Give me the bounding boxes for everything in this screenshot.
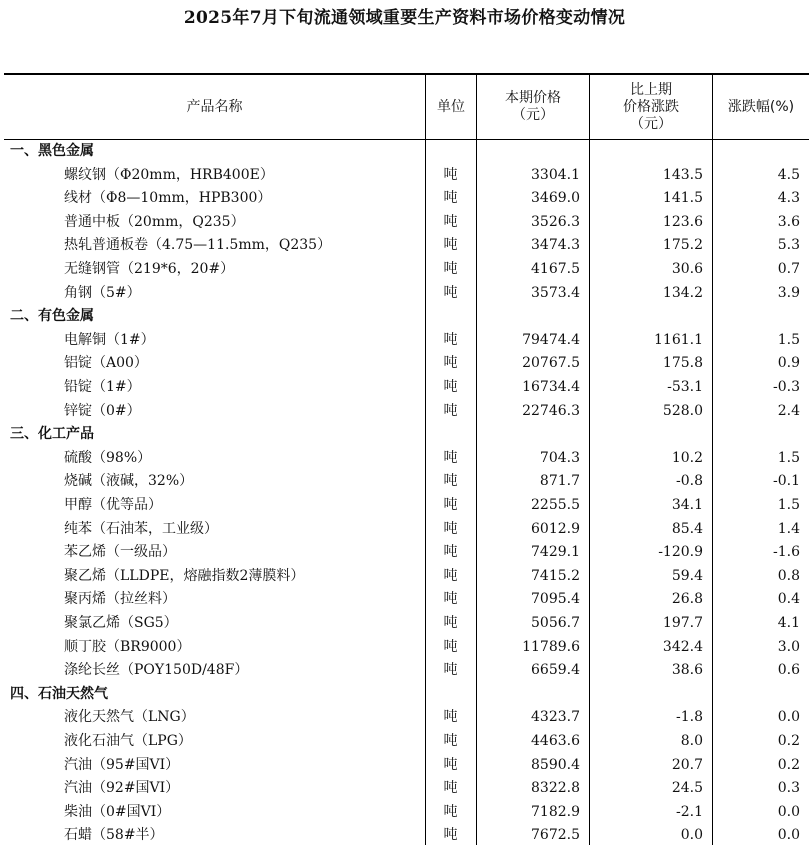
unit-cell: 吨 — [443, 827, 458, 844]
current-price-cell: 20767.5 — [522, 355, 580, 372]
category-row — [0, 683, 809, 707]
product-name-cell: 无缝钢管（219*6，20#） — [64, 261, 235, 277]
header-price-change-line: （元） — [630, 115, 672, 132]
table-row — [0, 588, 809, 612]
current-price-cell: 8590.4 — [531, 756, 580, 773]
unit-cell: 吨 — [443, 544, 458, 561]
change-percent-cell: 1.5 — [777, 449, 800, 466]
change-percent-cell: 4.5 — [777, 166, 800, 183]
current-price-cell: 871.7 — [539, 473, 580, 490]
change-percent-cell: 0.9 — [777, 355, 800, 372]
table-row — [0, 376, 809, 400]
price-change-cell: 34.1 — [671, 497, 703, 513]
current-price-cell: 7429.1 — [531, 544, 580, 561]
change-percent-cell: 0.4 — [777, 591, 800, 608]
product-name-cell: 汽油（92#国VI） — [64, 780, 180, 797]
product-name-cell: 柴油（0#国VI） — [64, 803, 171, 820]
change-percent-cell: 3.9 — [777, 284, 800, 301]
table-row — [0, 636, 809, 660]
current-price-cell: 5056.7 — [531, 615, 580, 631]
current-price-cell: 7182.9 — [531, 803, 580, 820]
change-percent-cell: -1.6 — [773, 544, 800, 561]
product-name-cell: 烧碱（液碱，32%） — [64, 473, 194, 490]
table-row — [0, 352, 809, 376]
change-percent-cell: 4.3 — [777, 190, 800, 207]
header-current-price-line: 本期价格 — [505, 90, 561, 106]
change-percent-cell: 0.0 — [777, 827, 800, 844]
unit-cell: 吨 — [443, 520, 458, 537]
table-row — [0, 730, 809, 754]
table-row — [0, 400, 809, 424]
unit-cell: 吨 — [443, 213, 458, 230]
price-change-cell: 143.5 — [662, 166, 703, 183]
unit-cell: 吨 — [443, 709, 458, 726]
unit-cell: 吨 — [443, 355, 458, 372]
category-row — [0, 305, 809, 329]
change-percent-cell: 0.0 — [777, 803, 800, 820]
price-change-cell: -53.1 — [667, 379, 703, 395]
price-change-cell: 528.0 — [662, 402, 703, 419]
change-percent-cell: 0.2 — [777, 756, 800, 773]
price-change-cell: -0.8 — [676, 473, 703, 490]
table-row — [0, 447, 809, 471]
current-price-cell: 2255.5 — [531, 497, 580, 513]
header-change-percent: 涨跌幅(%) — [727, 98, 795, 115]
product-name-cell: 铝锭（A00） — [64, 355, 148, 372]
change-percent-cell: 0.7 — [777, 261, 800, 277]
current-price-cell: 7095.4 — [531, 591, 580, 608]
product-name-cell: 涤纶长丝（POY150D/48F） — [64, 662, 249, 679]
table-row — [0, 494, 809, 518]
price-change-cell: 197.7 — [662, 615, 703, 631]
price-change-cell: 1161.1 — [654, 331, 703, 348]
current-price-cell: 4463.6 — [531, 733, 580, 749]
unit-cell: 吨 — [443, 379, 458, 395]
change-percent-cell: 1.5 — [777, 331, 800, 348]
product-name-cell: 苯乙烯（一级品） — [64, 544, 176, 561]
table-row — [0, 777, 809, 801]
product-name-cell: 锌锭（0#） — [64, 402, 141, 419]
unit-cell: 吨 — [443, 591, 458, 608]
current-price-cell: 3304.1 — [531, 166, 580, 183]
header-unit: 单位 — [437, 98, 465, 115]
unit-cell: 吨 — [443, 662, 458, 679]
current-price-cell: 3526.3 — [531, 213, 580, 230]
price-change-cell: 134.2 — [662, 284, 703, 301]
price-change-cell: 26.8 — [671, 591, 703, 608]
current-price-cell: 3474.3 — [531, 237, 580, 254]
change-percent-cell: 3.0 — [777, 638, 800, 655]
unit-cell: 吨 — [443, 803, 458, 820]
category-row — [0, 423, 809, 447]
price-change-cell: 342.4 — [662, 638, 703, 655]
table-row — [0, 706, 809, 730]
price-change-cell: 123.6 — [662, 213, 703, 230]
product-name-cell: 电解铜（1#） — [64, 331, 155, 348]
unit-cell: 吨 — [443, 615, 458, 631]
product-name-cell: 线材（Φ8—10mm，HPB300） — [64, 190, 272, 207]
price-change-cell: 38.6 — [671, 662, 703, 679]
unit-cell: 吨 — [443, 190, 458, 207]
table-row — [0, 164, 809, 188]
change-percent-cell: 0.2 — [777, 733, 800, 749]
price-change-cell: 20.7 — [671, 756, 703, 773]
price-change-cell: 24.5 — [671, 780, 703, 797]
product-name-cell: 液化天然气（LNG） — [64, 709, 195, 726]
current-price-cell: 4167.5 — [531, 261, 580, 277]
current-price-cell: 7672.5 — [531, 827, 580, 844]
table-row — [0, 282, 809, 306]
product-name-cell: 聚乙烯（LLDPE，熔融指数2薄膜料） — [64, 567, 305, 584]
table-row — [0, 234, 809, 258]
change-percent-cell: -0.3 — [773, 379, 800, 395]
current-price-cell: 4323.7 — [531, 709, 580, 726]
product-name-cell: 液化石油气（LPG） — [64, 733, 192, 749]
price-change-cell: 175.2 — [662, 237, 703, 254]
price-change-cell: -120.9 — [658, 544, 703, 561]
table-row — [0, 801, 809, 825]
category-label: 四、石油天然气 — [10, 685, 108, 702]
current-price-cell: 79474.4 — [522, 331, 580, 348]
change-percent-cell: 0.3 — [777, 780, 800, 797]
table-row — [0, 541, 809, 565]
price-change-cell: -2.1 — [676, 803, 703, 820]
current-price-cell: 3469.0 — [531, 190, 580, 207]
unit-cell: 吨 — [443, 497, 458, 513]
header-product-name: 产品名称 — [186, 98, 243, 115]
current-price-cell: 7415.2 — [531, 567, 580, 584]
product-name-cell: 铅锭（1#） — [64, 379, 141, 395]
price-change-cell: 30.6 — [671, 261, 703, 277]
category-label: 三、化工产品 — [10, 426, 94, 443]
price-change-cell: 10.2 — [671, 449, 703, 466]
price-change-cell: 0.0 — [680, 827, 703, 844]
unit-cell: 吨 — [443, 284, 458, 301]
unit-cell: 吨 — [443, 261, 458, 277]
unit-cell: 吨 — [443, 473, 458, 490]
price-change-cell: 8.0 — [680, 733, 703, 749]
unit-cell: 吨 — [443, 449, 458, 466]
product-name-cell: 螺纹钢（Φ20mm，HRB400E） — [64, 166, 274, 183]
header-price-change-line: 价格涨跌 — [623, 98, 679, 115]
product-name-cell: 普通中板（20mm，Q235） — [64, 213, 245, 230]
current-price-cell: 6659.4 — [531, 662, 580, 679]
product-name-cell: 石蜡（58#半） — [64, 827, 164, 844]
product-name-cell: 聚氯乙烯（SG5） — [64, 615, 178, 631]
price-change-cell: 85.4 — [671, 520, 703, 537]
product-name-cell: 甲醇（优等品） — [64, 497, 162, 513]
current-price-cell: 22746.3 — [522, 402, 580, 419]
current-price-cell: 6012.9 — [531, 520, 580, 537]
unit-cell: 吨 — [443, 567, 458, 584]
header-price-change-line: 比上期 — [630, 81, 672, 98]
header-current-price-line: （元） — [512, 107, 554, 123]
page-title: 2025年7月下旬流通领域重要生产资料市场价格变动情况 — [183, 8, 626, 28]
category-label: 一、黑色金属 — [10, 143, 94, 159]
unit-cell: 吨 — [443, 331, 458, 348]
unit-cell: 吨 — [443, 638, 458, 655]
product-name-cell: 纯苯（石油苯，工业级） — [64, 520, 218, 537]
product-name-cell: 汽油（95#国VI） — [64, 756, 180, 773]
product-name-cell: 硫酸（98%） — [64, 449, 152, 466]
change-percent-cell: 0.8 — [777, 567, 800, 584]
table-row — [0, 612, 809, 636]
change-percent-cell: 5.3 — [777, 237, 800, 254]
table-row — [0, 565, 809, 589]
price-change-cell: 59.4 — [671, 567, 703, 584]
unit-cell: 吨 — [443, 756, 458, 773]
change-percent-cell: 0.0 — [777, 709, 800, 726]
table-row — [0, 470, 809, 494]
table-row — [0, 824, 809, 848]
current-price-cell: 8322.8 — [531, 780, 580, 797]
unit-cell: 吨 — [443, 733, 458, 749]
table-row — [0, 258, 809, 282]
current-price-cell: 3573.4 — [531, 284, 580, 301]
change-percent-cell: 0.6 — [777, 662, 800, 679]
current-price-cell: 704.3 — [539, 449, 580, 466]
unit-cell: 吨 — [443, 402, 458, 419]
unit-cell: 吨 — [443, 166, 458, 183]
change-percent-cell: 2.4 — [777, 402, 800, 419]
product-name-cell: 角钢（5#） — [64, 284, 141, 301]
price-change-cell: 175.8 — [662, 355, 703, 372]
product-name-cell: 顺丁胶（BR9000） — [64, 638, 191, 655]
unit-cell: 吨 — [443, 237, 458, 254]
unit-cell: 吨 — [443, 780, 458, 797]
table-row — [0, 659, 809, 683]
product-name-cell: 热轧普通板卷（4.75—11.5mm，Q235） — [64, 237, 332, 254]
price-change-cell: -1.8 — [676, 709, 703, 726]
current-price-cell: 11789.6 — [522, 638, 580, 655]
table-row — [0, 187, 809, 211]
change-percent-cell: 1.5 — [777, 497, 800, 513]
header-current-price — [477, 75, 589, 139]
change-percent-cell: 4.1 — [777, 615, 800, 631]
change-percent-cell: 3.6 — [777, 213, 800, 230]
category-row — [0, 140, 809, 164]
current-price-cell: 16734.4 — [522, 379, 580, 395]
table-row — [0, 754, 809, 778]
table-row — [0, 211, 809, 235]
header-price-change — [590, 75, 712, 139]
change-percent-cell: -0.1 — [773, 473, 800, 490]
table-row — [0, 329, 809, 353]
category-label: 二、有色金属 — [10, 308, 94, 325]
price-change-cell: 141.5 — [662, 190, 703, 207]
table-row — [0, 518, 809, 542]
change-percent-cell: 1.4 — [777, 520, 800, 537]
product-name-cell: 聚丙烯（拉丝料） — [64, 591, 176, 608]
